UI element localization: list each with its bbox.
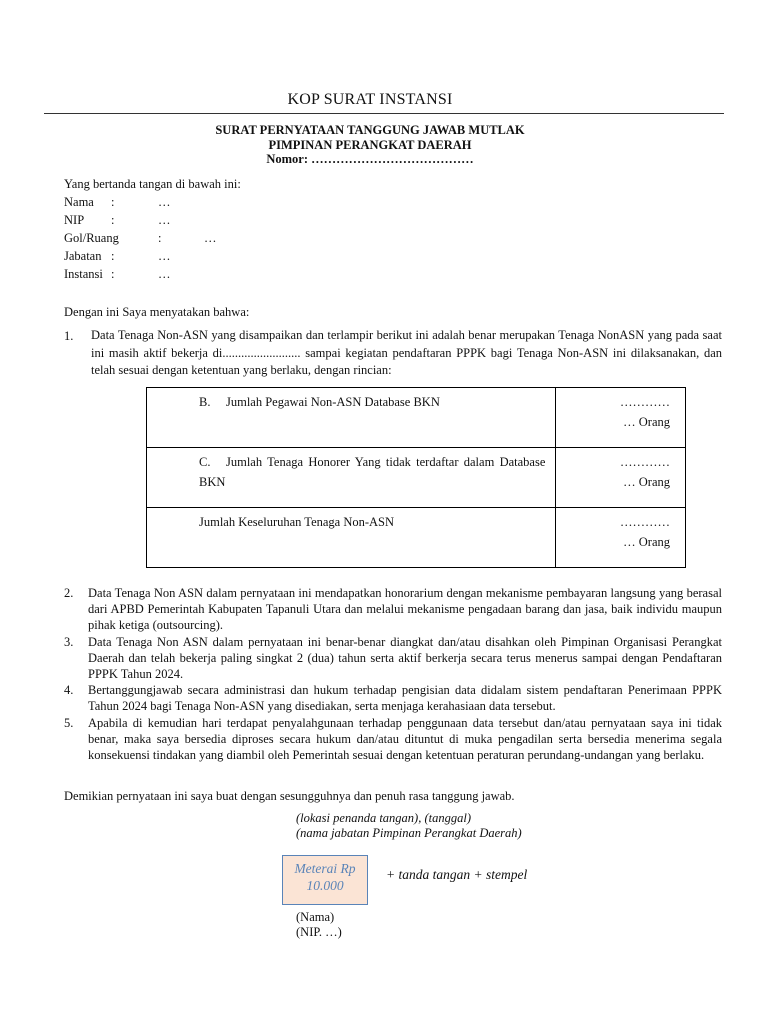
- row-letter: B.: [199, 395, 211, 409]
- field-value: …: [158, 213, 171, 227]
- field-label: Gol/Ruang: [64, 231, 119, 245]
- item-text: Data Tenaga Non ASN dalam pernyataan ini mendapatkan honorarium dengan mekanisme pembayaran langsung yang berasal dari APBD Pemerintah Kabupaten Tapanuli Utara dan melalui mekanisme pengadaan barang dan jasa, baik individu maupun pihak ketiga (outsourcing).: [88, 586, 722, 633]
- signature-place-date: (lokasi penanda tangan), (tanggal): [296, 811, 471, 825]
- item-number: 2.: [64, 586, 74, 600]
- item-number: 5.: [64, 715, 74, 730]
- statement-list: [64, 585, 722, 763]
- table-cell-description: [147, 448, 556, 508]
- signature-instruction: + tanda tangan + stempel: [386, 867, 528, 882]
- closing-text: Demikian pernyataan ini saya buat dengan sesungguhnya dan penuh rasa tanggung jawab.: [64, 789, 515, 803]
- row-letter: C.: [199, 455, 211, 469]
- value-unit: … Orang: [623, 475, 670, 489]
- field-colon: :: [111, 213, 115, 227]
- field-gol-ruang: [64, 229, 364, 247]
- table-cell-value: [556, 388, 686, 448]
- signer-details: [296, 910, 342, 939]
- field-value: …: [204, 231, 217, 245]
- field-label: Jabatan: [64, 249, 102, 263]
- value-unit: … Orang: [623, 535, 670, 549]
- heading-number: Nomor: …………………………………: [266, 152, 474, 166]
- item-text: Bertanggungjawab secara administrasi dan hukum terhadap pengisian data didalam sistem pendaftaran Penerimaan PPPK Tahun 2024 bagi Tenaga Non-ASN yang disediakan, serta menjaga kerahasiaan data tersebut.: [88, 683, 722, 714]
- table-row: [147, 448, 686, 508]
- field-value: …: [158, 249, 171, 263]
- signer-name: (Nama): [296, 910, 335, 924]
- signature-position: (nama jabatan Pimpinan Perangkat Daerah): [296, 825, 522, 840]
- declaration-text: Dengan ini Saya menyatakan bahwa:: [64, 305, 250, 319]
- table-cell-value: [556, 448, 686, 508]
- field-colon: :: [111, 195, 115, 209]
- details-table: [146, 387, 686, 568]
- field-instansi: [64, 265, 364, 283]
- item-number: 4.: [64, 683, 74, 698]
- identity-fields: [64, 193, 364, 283]
- value-unit: … Orang: [623, 415, 670, 429]
- list-item: [64, 715, 722, 764]
- field-nip: [64, 211, 364, 229]
- item-text: Data Tenaga Non ASN dalam pernyataan ini benar-benar diangkat dan/atau disahkan oleh Pimpinan Organisasi Perangkat Daerah dan telah bekerja paling singkat 2 (dua) tahun serta aktif berkerja secara terus menerus sampai dengan Pendaftaran PPPK Tahun 2024.: [88, 634, 722, 682]
- heading-line-2: PIMPINAN PERANGKAT DAERAH: [268, 137, 472, 152]
- row-description: Jumlah Tenaga Honorer Yang tidak terdaftar dalam Database BKN: [199, 455, 546, 489]
- intro-text: Yang bertanda tangan di bawah ini:: [64, 177, 241, 191]
- item-number: 3.: [64, 634, 74, 649]
- letterhead-title: KOP SURAT INSTANSI: [287, 91, 453, 108]
- field-value: …: [158, 195, 171, 209]
- table-cell-description: [147, 508, 556, 568]
- field-colon: :: [158, 231, 162, 245]
- document-heading: [0, 123, 740, 167]
- list-item: [64, 682, 722, 714]
- meterai-label: Meterai Rp: [294, 861, 356, 876]
- table-cell-description: [147, 388, 556, 448]
- field-label: NIP: [64, 213, 85, 227]
- table-row: [147, 508, 686, 568]
- value-dots: …………: [620, 455, 670, 469]
- list-item: [64, 634, 722, 683]
- meterai-amount: 10.000: [306, 878, 344, 893]
- row-description: Jumlah Keseluruhan Tenaga Non-ASN: [199, 515, 395, 529]
- field-label: Nama: [64, 195, 94, 209]
- field-colon: :: [111, 267, 115, 281]
- signer-nip: (NIP. …): [296, 924, 342, 939]
- table-cell-value: [556, 508, 686, 568]
- heading-line-1: SURAT PERNYATAAN TANGGUNG JAWAB MUTLAK: [215, 123, 525, 137]
- item-text: Data Tenaga Non-ASN yang disampaikan dan terlampir berikut ini adalah benar merupakan Tenaga NonASN yang pada saat ini masih aktif bekerja di......................... sampai kegiatan pendaftaran PPPK bagi Tenaga Non-ASN ini dilaksanakan, dan telah sesuai dengan ketentuan yang berlaku, dengan rincian:: [91, 328, 722, 377]
- value-dots: …………: [620, 515, 670, 529]
- meterai-stamp-box: [282, 855, 368, 905]
- field-label: Instansi: [64, 267, 103, 281]
- item-text: Apabila di kemudian hari terdapat penyalahgunaan terhadap penggunaan data tersebut dan/atau pernyataan saya ini tidak benar, maka saya bersedia diproses secara hukum dan/atau dituntut di muka pengadilan serta bersedia menerima segala konsekuensi tindakan yang diambil oleh Pemerintah sesuai dengan ketentuan peraturan perundang-undangan yang berlaku.: [88, 715, 722, 763]
- field-value: …: [158, 267, 171, 281]
- field-colon: :: [111, 249, 115, 263]
- field-jabatan: [64, 247, 364, 265]
- letterhead-divider: [44, 113, 724, 114]
- list-item: [64, 585, 722, 634]
- item-number: 1.: [64, 329, 74, 343]
- table-row: [147, 388, 686, 448]
- row-description: Jumlah Pegawai Non-ASN Database BKN: [226, 395, 440, 409]
- value-dots: …………: [620, 395, 670, 409]
- field-nama: [64, 193, 364, 211]
- signature-block: [296, 811, 522, 840]
